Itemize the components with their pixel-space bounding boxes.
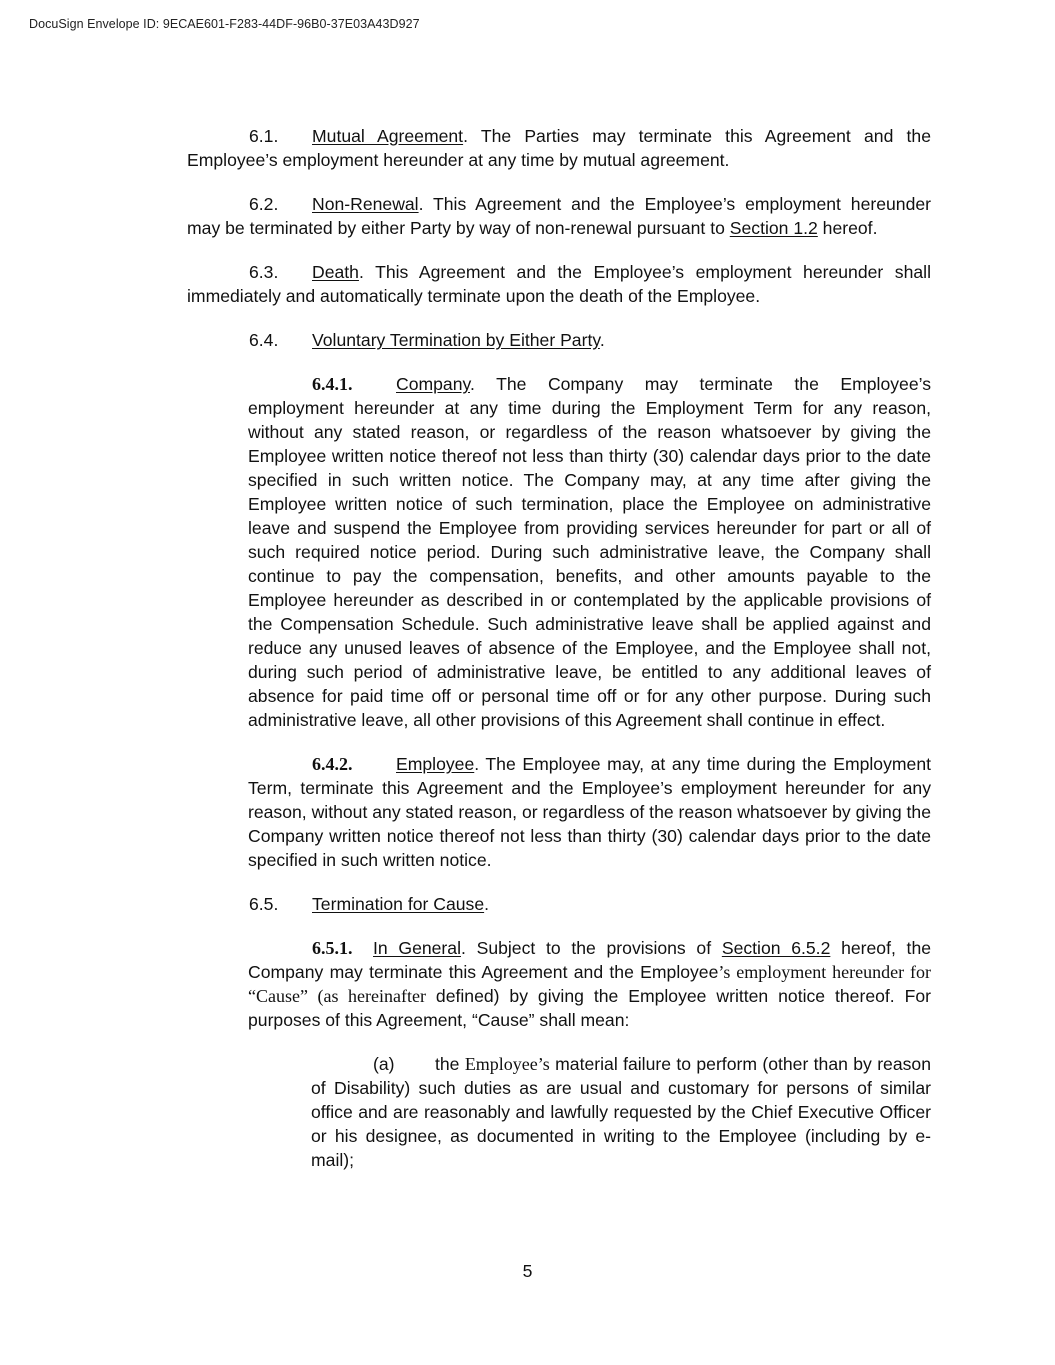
section-text: defined) by giving the Employee written notice thereof. For purposes of this Agreement, “Cause” shall mean: xyxy=(248,986,931,1030)
item-text-serif: Employee’s xyxy=(464,1054,550,1074)
section-number: 6.1. xyxy=(249,126,279,146)
section-number: 6.4. xyxy=(249,330,279,350)
section-number: 6.4.1. xyxy=(312,374,353,394)
section-number: 6.2. xyxy=(249,194,279,214)
section-text: . xyxy=(484,894,489,914)
section-6-4-2 xyxy=(248,752,931,872)
section-title: Mutual Agreement xyxy=(312,126,464,146)
cause-item-a xyxy=(311,1052,931,1172)
section-text: . The Employee may, at any time during the Employment Term, terminate this Agreement and the Employee’s employment hereunder for any reason, without any stated reason, or regardless of the reason whatsoever by giving the Company written notice thereof not less than thirty (30) calendar days prior to the date specified in such written notice. xyxy=(248,754,931,870)
section-text: hereof. xyxy=(817,218,878,238)
docusign-envelope-id: DocuSign Envelope ID: 9ECAE601-F283-44DF-96B0-37E03A43D927 xyxy=(29,17,420,31)
section-title: Company xyxy=(396,374,470,394)
section-title: In General xyxy=(373,938,461,958)
section-6-1 xyxy=(187,124,931,172)
section-6-4 xyxy=(187,328,931,352)
item-text: the xyxy=(435,1054,465,1074)
item-label: (a) xyxy=(373,1054,395,1074)
section-6-2 xyxy=(187,192,931,240)
section-text: . Subject to the provisions of xyxy=(460,938,722,958)
item-text: material failure to perform (other than by reason of Disability) such duties as are usual and customary for persons of similar office and are reasonably and lawfully requested by the Chief Executive Officer or his designee, as documented in writing to the Employee (including by e-mail); xyxy=(311,1054,931,1170)
section-6-4-1 xyxy=(248,372,931,732)
section-number: 6.3. xyxy=(249,262,279,282)
section-number: 6.5. xyxy=(249,894,279,914)
page-number: 5 xyxy=(522,1261,533,1281)
section-text: . This Agreement and the Employee’s employment hereunder may be terminated by either Party by way of non-renewal pursuant to xyxy=(187,194,931,238)
section-reference: Section 1.2 xyxy=(729,218,818,238)
section-number: 6.5.1. xyxy=(312,938,353,958)
document-body xyxy=(187,124,931,1172)
section-number: 6.4.2. xyxy=(312,754,353,774)
section-text: . xyxy=(599,330,605,350)
section-6-3 xyxy=(187,260,931,308)
section-text: . The Company may terminate the Employee’s employment hereunder at any time during the Employment Term for any reason, without any stated reason, or regardless of the reason whatsoever by giving the Employee written notice thereof not less than thirty (30) calendar days prior to the date specified in such written notice. The Company may, at any time after giving the Employee written notice of such termination, place the Employee on administrative leave and suspend the Employee from providing services hereunder for part or all of such required notice period. During such administrative leave, the Company shall continue to pay the compensation, benefits, and other amounts payable to the Employee hereunder as described in or contemplated by the applicable provisions of the Compensation Schedule. Such administrative leave shall be applied against and reduce any unused leaves of absence of the Employee, and the Employee shall not, during such period of administrative leave, be entitled to any additional leaves of absence for paid time off or personal time off or for any other purpose. During such administrative leave, all other provisions of this Agreement shall continue in effect. xyxy=(248,374,931,730)
section-reference: Section 6.5.2 xyxy=(721,938,831,958)
section-title: Death xyxy=(312,262,359,282)
section-text: hereof, the Company may terminate this Agreement and the Employee xyxy=(248,938,932,982)
section-6-5 xyxy=(187,892,931,916)
section-title: Non-Renewal xyxy=(312,194,419,214)
section-title: Employee xyxy=(396,754,475,774)
section-title: Termination for Cause xyxy=(312,894,485,914)
section-title: Voluntary Termination by Either Party xyxy=(312,330,600,350)
section-6-5-1 xyxy=(248,936,931,1032)
section-text-serif: ’s employment hereunder for “Cause” (as hereinafter xyxy=(248,962,931,1006)
section-text: . This Agreement and the Employee’s employment hereunder shall immediately and automatically terminate upon the death of the Employee. xyxy=(187,262,931,306)
section-text: . The Parties may terminate this Agreement and the Employee’s employment hereunder at any time by mutual agreement. xyxy=(187,126,931,170)
